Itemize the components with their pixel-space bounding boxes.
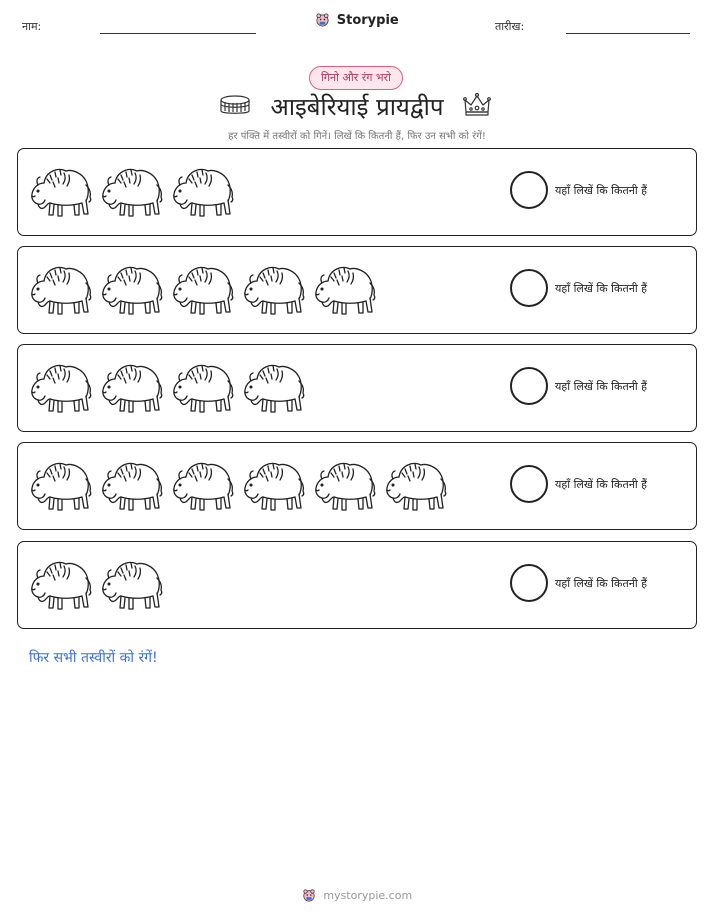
footer-url[interactable] <box>0 888 714 902</box>
bison-icon[interactable] <box>170 457 234 513</box>
answer-circle[interactable] <box>510 171 548 209</box>
answer-circle[interactable] <box>510 269 548 307</box>
answer-circle[interactable] <box>510 465 548 503</box>
storypie-logo-icon <box>302 888 316 902</box>
counting-row <box>17 344 697 432</box>
bison-icon[interactable] <box>28 556 92 612</box>
answer-circle[interactable] <box>510 564 548 602</box>
name-label: नाम: <box>22 20 42 33</box>
counting-row <box>17 246 697 334</box>
counting-row <box>17 148 697 236</box>
bison-icon[interactable] <box>28 261 92 317</box>
worksheet-title: आइबेरियाई प्रायद्वीप <box>270 93 444 121</box>
bison-icon[interactable] <box>383 457 447 513</box>
worksheet-tag: गिनो और रंग भरो <box>309 66 403 90</box>
bison-icon[interactable] <box>28 457 92 513</box>
brand-name: Storypie <box>336 13 399 28</box>
storypie-logo-icon <box>315 12 330 27</box>
crown-icon <box>463 92 491 118</box>
answer-label: यहाँ लिखें कि कितनी हैं <box>555 282 648 295</box>
bison-icon[interactable] <box>170 261 234 317</box>
bison-icon[interactable] <box>28 163 92 219</box>
date-label: तारीख: <box>495 20 525 33</box>
answer-label: यहाँ लिखें कि कितनी हैं <box>555 577 648 590</box>
answer-label: यहाँ लिखें कि कितनी हैं <box>555 380 648 393</box>
date-line[interactable] <box>566 33 690 34</box>
bison-icon[interactable] <box>28 359 92 415</box>
counting-row <box>17 541 697 629</box>
worksheet-instructions: हर पंक्ति में तस्वीरों को गिनें। लिखें कि कितनी हैं, फिर उन सभी को रंगें! <box>228 131 486 142</box>
brand <box>0 12 714 28</box>
answer-circle[interactable] <box>510 367 548 405</box>
bison-icon[interactable] <box>170 163 234 219</box>
bison-icon[interactable] <box>312 261 376 317</box>
bison-icon[interactable] <box>99 359 163 415</box>
bison-icon[interactable] <box>99 457 163 513</box>
bison-icon[interactable] <box>241 457 305 513</box>
name-line[interactable] <box>100 33 256 34</box>
bison-icon[interactable] <box>241 359 305 415</box>
bison-icon[interactable] <box>170 359 234 415</box>
bison-icon[interactable] <box>99 556 163 612</box>
bison-icon[interactable] <box>312 457 376 513</box>
bison-icon[interactable] <box>99 163 163 219</box>
color-instruction: फिर सभी तस्वीरों को रंगें! <box>29 650 158 666</box>
answer-label: यहाँ लिखें कि कितनी हैं <box>555 184 648 197</box>
answer-label: यहाँ लिखें कि कितनी हैं <box>555 478 648 491</box>
bison-icon[interactable] <box>99 261 163 317</box>
bison-icon[interactable] <box>241 261 305 317</box>
counting-row <box>17 442 697 530</box>
footer-url-text: mystorypie.com <box>323 889 413 902</box>
